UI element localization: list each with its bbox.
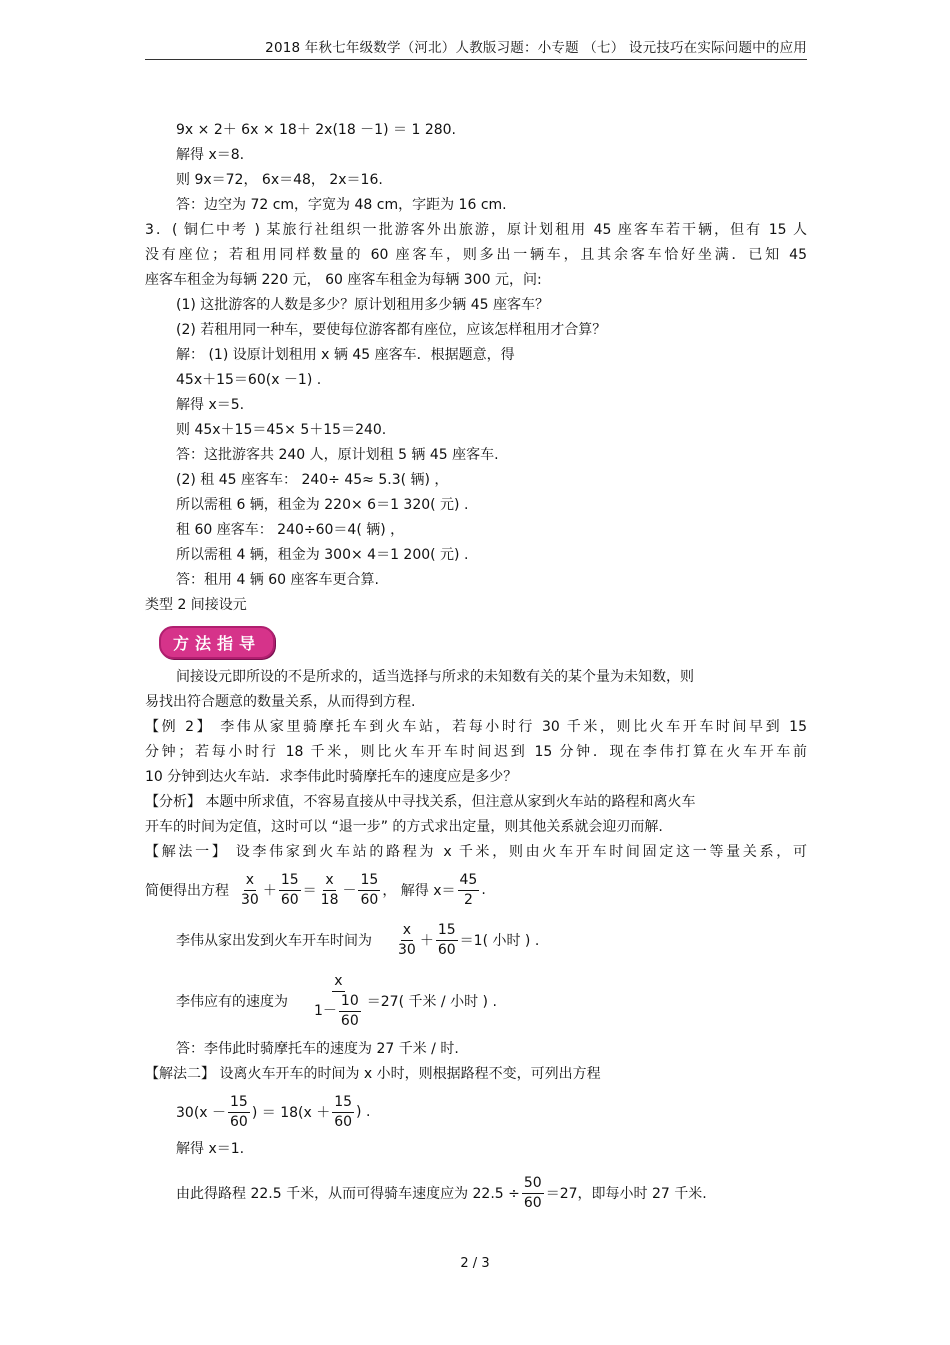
- page-number: 2 / 3: [460, 1256, 490, 1271]
- text-line: 【例 2】 李伟从家里骑摩托车到火车站，若每小时行 30 千米，则比火车开车时间早到 15: [145, 719, 807, 735]
- text-line: 所以需租 6 辆，租金为 220× 6＝1 320( 元) .: [176, 497, 469, 513]
- text-line: 9x × 2＋ 6x × 18＋ 2x(18 －1) ＝ 1 280.: [176, 122, 456, 138]
- solution2-equation: 30(x － $\frac{15}{60}$ ) ＝ 18(x ＋ $\frac{15}{60}$ ) .: [176, 1093, 371, 1130]
- time-result: ＝1( 小时 ) .: [459, 933, 540, 949]
- text-line: 座客车租金为每辆 220 元， 60 座客车租金为每辆 300 元，问:: [145, 272, 542, 288]
- text-block-b: [145, 665, 807, 865]
- fraction: $\frac{x}{30}$: [241, 871, 259, 908]
- page-header: [145, 36, 807, 60]
- solution2-intro: 【解法二】 设离火车开车的时间为 x 小时，则根据路程不变，可列出方程: [145, 1066, 601, 1082]
- speed-result: ＝27( 千米 / 小时 ) .: [366, 994, 497, 1010]
- fraction: $\frac{15}{60}$: [280, 871, 299, 908]
- text-line: 类型 2 间接设元: [145, 597, 247, 613]
- complex-fraction: x 1－ $\frac{10}{60}$: [314, 972, 359, 1029]
- speed-line: [145, 965, 807, 1037]
- time-text: 李伟从家出发到火车开车时间为: [176, 933, 372, 949]
- speed-text: 李伟应有的速度为: [176, 994, 288, 1010]
- page-body: [145, 118, 807, 1218]
- text-line: 【解法一】 设李伟家到火车站的路程为 x 千米，则由火车开车时间固定这一等量关系，可: [145, 844, 807, 860]
- page-footer: [0, 1256, 950, 1271]
- text-line: 解得 x＝8.: [176, 147, 245, 163]
- fraction: $\frac{15}{60}$: [437, 921, 456, 958]
- text-line: 租 60 座客车： 240÷60＝4( 辆) ，: [176, 522, 405, 538]
- solution2-result: 由此得路程 22.5 千米，从而可得骑车速度应为 22.5 ÷ $\frac{50}{60}$ ＝27，即每小时 27 千米.: [176, 1174, 707, 1211]
- text-line: 所以需租 4 辆，租金为 300× 4＝1 200( 元) .: [176, 547, 469, 563]
- text-line: 则 9x＝72， 6x＝48， 2x＝16.: [176, 172, 383, 188]
- equation-prefix: 简便得出方程: [145, 883, 229, 899]
- text-line: 答：租用 4 辆 60 座客车更合算.: [176, 572, 379, 588]
- text-line: 【分析】 本题中所求值，不容易直接从中寻找关系，但注意从家到火车站的路程和离火车: [145, 794, 696, 810]
- fraction: $\frac{x}{30}$: [398, 921, 416, 958]
- text-line: 开车的时间为定值，这时可以 “退一步” 的方式求出定量，则其他关系就会迎刃而解.: [145, 819, 663, 835]
- solve-text: ， 解得 x＝: [382, 883, 456, 899]
- text-line: 分钟；若每小时行 18 千米，则比火车开车时间迟到 15 分钟．现在李伟打算在火车开车前: [145, 744, 807, 760]
- fraction: $\frac{45}{2}$: [459, 871, 478, 908]
- fraction: $\frac{15}{60}$: [334, 1093, 353, 1130]
- answer-line: 答：李伟此时骑摩托车的速度为 27 千米 / 时.: [176, 1041, 459, 1057]
- text-line: (2) 租 45 座客车： 240÷ 45≈ 5.3( 辆) ，: [176, 472, 449, 488]
- method-badge-row: [145, 618, 807, 665]
- text-line: 解得 x＝5.: [176, 397, 245, 413]
- text-block-a: [145, 118, 807, 618]
- time-line: 李伟从家出发到火车开车时间为 $\frac{x}{30}$ ＋ $\frac{15}{60}$ ＝1( 小时 ) .: [176, 921, 540, 958]
- text-line: 则 45x＋15＝45× 5＋15＝240.: [176, 422, 387, 438]
- text-line: 答：这批游客共 240 人，原计划租 5 辆 45 座客车.: [176, 447, 499, 463]
- fraction: $\frac{x}{18}$: [320, 871, 339, 908]
- fraction: $\frac{15}{60}$: [360, 871, 379, 908]
- text-line: 答：边空为 72 cm，字宽为 48 cm，字距为 16 cm.: [176, 197, 507, 213]
- text-line: 45x＋15＝60(x －1) .: [176, 372, 322, 388]
- text-line: 3．( 铜仁中考 ) 某旅行社组织一批游客外出旅游，原计划租用 45 座客车若干辆，但有 15 人: [145, 222, 807, 238]
- header-title: 2018 年秋七年级数学（河北）人教版习题：小专题 （七） 设元技巧在实际问题中的应用: [265, 40, 807, 56]
- text-line: 解： (1) 设原计划租用 x 辆 45 座客车．根据题意，得: [176, 347, 515, 363]
- fraction: $\frac{50}{60}$: [523, 1174, 542, 1211]
- solution2-solved: 解得 x＝1.: [176, 1141, 245, 1157]
- text-line: (1) 这批游客的人数是多少？原计划租用多少辆 45 座客车？: [176, 297, 549, 313]
- fraction: $\frac{15}{60}$: [230, 1093, 248, 1130]
- solution1-equation-line: 简便得出方程 $\frac{x}{30}$ ＋ $\frac{15}{60}$ ＝ $\frac{x}{18}$ － $\frac{15}{60}$ ， 解得 x＝ $\frac{45}{2}$ .: [145, 871, 486, 908]
- method-guide-badge: 方法指导: [159, 626, 275, 659]
- text-line: 间接设元即所设的不是所求的，适当选择与所求的未知数有关的某个量为未知数，则: [176, 669, 694, 685]
- text-line: 易找出符合题意的数量关系，从而得到方程.: [145, 694, 416, 710]
- text-line: 没有座位；若租用同样数量的 60 座客车，则多出一辆车，且其余客车恰好坐满．已知 45: [145, 247, 807, 263]
- text-line: (2) 若租用同一种车，要使每位游客都有座位，应该怎样租用才合算？: [176, 322, 607, 338]
- text-line: 10 分钟到达火车站．求李伟此时骑摩托车的速度应是多少？: [145, 769, 518, 785]
